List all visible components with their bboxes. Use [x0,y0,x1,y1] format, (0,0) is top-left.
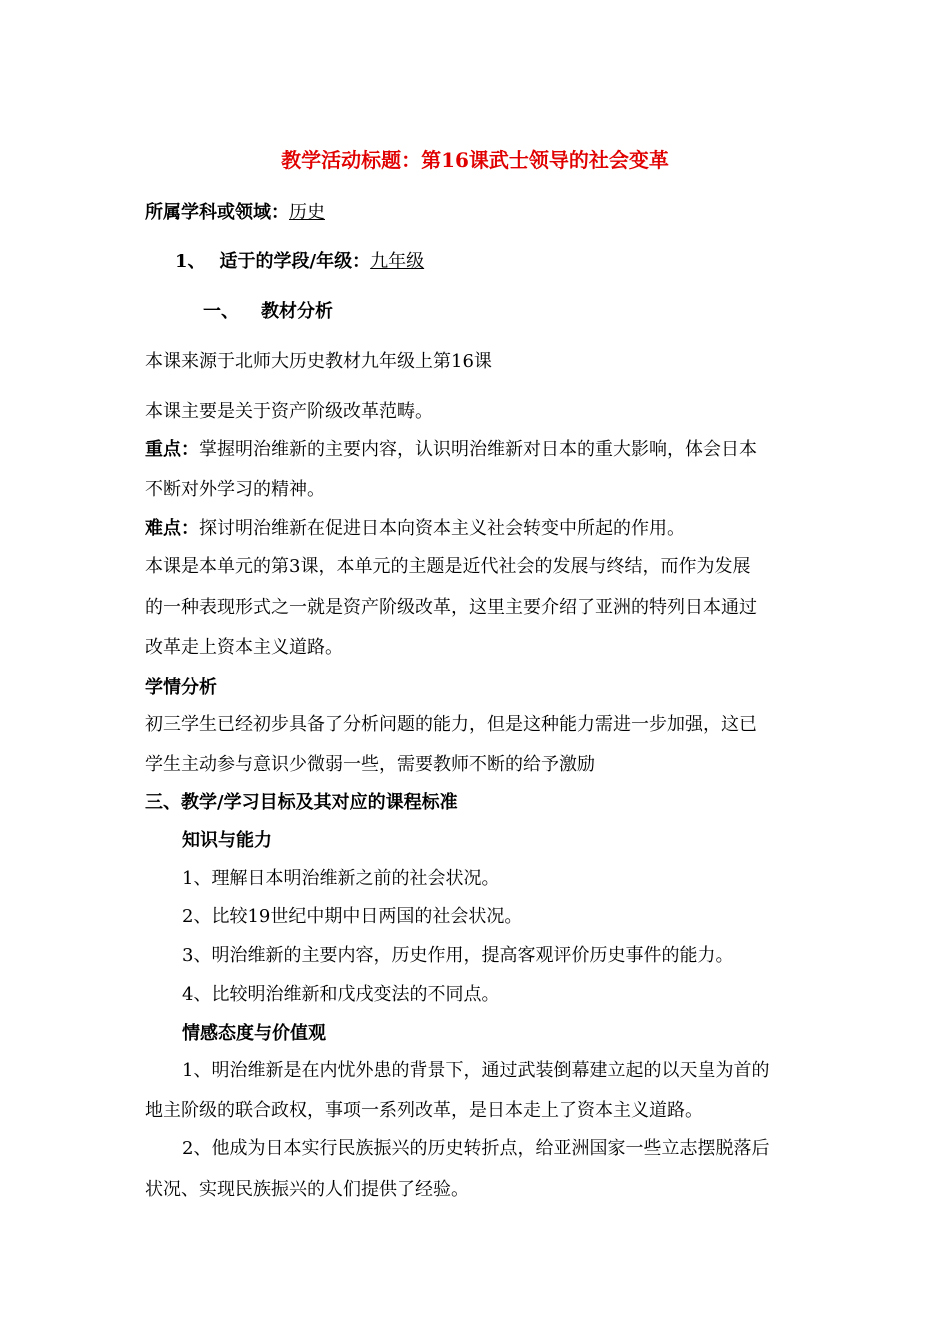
emotion-item-1-line-1: 1、明治维新是在内忧外患的背景下，通过武装倒幕建立起的以天皇为首的 [182,1060,770,1081]
document-title: 教学活动标题：第16课武士领导的社会变革 [281,148,669,172]
emotion-item-1-line-2: 地主阶级的联合政权，事项一系列改革，是日本走上了资本主义道路。 [145,1100,703,1121]
difficulty-label: 难点： [145,518,199,539]
learner-text-line-1: 初三学生已经初步具备了分析问题的能力，但是这种能力需进一步加强，这已 [145,714,757,735]
key-points-label: 重点： [145,439,199,460]
section1-heading [203,300,333,324]
key-points-text: 掌握明治维新的主要内容，认识明治维新对日本的重大影响，体会日本 [199,439,757,460]
subject-value: 历史 [289,202,325,223]
knowledge-item: 3、明治维新的主要内容，历史作用，提高客观评价历史事件的能力。 [182,945,734,966]
knowledge-item: 2、比较19世纪中期中日两国的社会状况。 [182,906,523,927]
source-text: 本课来源于北师大历史教材九年级上第16课 [145,351,492,372]
section1-number: 一、 [203,301,239,322]
emotion-item-2-line-1: 2、他成为日本实行民族振兴的历史转折点，给亚洲国家一些立志摆脱落后 [182,1138,770,1159]
unit-text-line-1: 本课是本单元的第3课，本单元的主题是近代社会的发展与终结，而作为发展 [145,556,751,577]
difficulty-line [145,517,685,541]
key-points-line-2: 不断对外学习的精神。 [145,479,325,500]
grade-value: 九年级 [370,251,425,272]
subject-line [145,201,325,225]
section1-title: 教材分析 [261,301,333,322]
knowledge-heading: 知识与能力 [182,830,272,851]
learner-text-line-2: 学生主动参与意识少微弱一些，需要教师不断的给予激励 [145,754,595,775]
key-points-line-1 [145,438,757,462]
difficulty-text: 探讨明治维新在促进日本向资本主义社会转变中所起的作用。 [199,518,685,539]
emotion-item-2-line-2: 状况、实现民族振兴的人们提供了经验。 [145,1179,469,1200]
grade-line [175,250,424,274]
section3-heading: 三、教学/学习目标及其对应的课程标准 [145,792,458,813]
learner-heading: 学情分析 [145,677,217,698]
unit-text-line-3: 改革走上资本主义道路。 [145,637,343,658]
category-text: 本课主要是关于资产阶级改革范畴。 [145,401,433,422]
grade-number: 1、 [175,251,206,272]
emotion-heading: 情感态度与价值观 [182,1023,326,1044]
knowledge-item: 1、理解日本明治维新之前的社会状况。 [182,868,500,889]
subject-label: 所属学科或领域： [145,202,289,223]
unit-text-line-2: 的一种表现形式之一就是资产阶级改革，这里主要介绍了亚洲的特列日本通过 [145,597,757,618]
grade-label: 适于的学段/年级： [219,251,371,272]
knowledge-item: 4、比较明治维新和戊戌变法的不同点。 [182,984,500,1005]
